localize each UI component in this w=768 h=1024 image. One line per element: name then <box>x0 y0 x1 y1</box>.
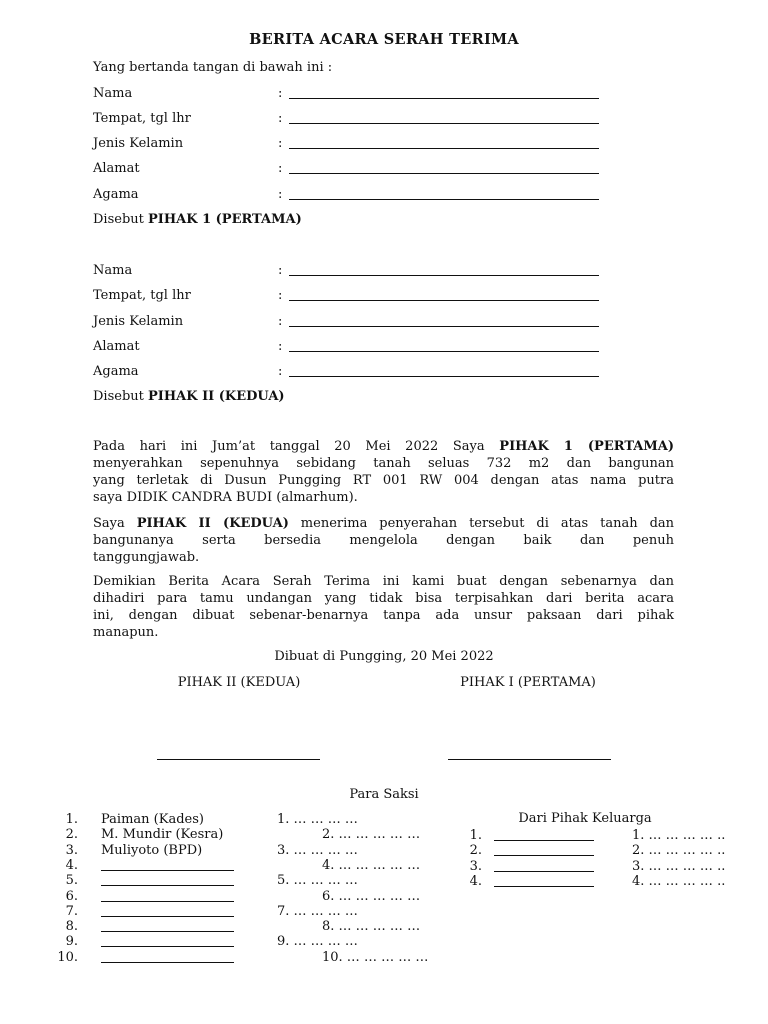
family-title: Dari Pihak Keluarga <box>518 811 652 826</box>
witness-number: 5. <box>65 873 78 888</box>
party2-agama-line[interactable] <box>289 376 599 377</box>
party1-ttl-line[interactable] <box>289 123 599 124</box>
witness-signature[interactable]: 8. … … … … … <box>322 919 421 934</box>
paragraph-line: tanggungjawab. <box>93 550 200 565</box>
witness-signature[interactable]: 6. … … … … … <box>322 889 421 904</box>
witness-name-line[interactable] <box>101 870 234 871</box>
paragraph-line: saya DIDIK CANDRA BUDI (almarhum). <box>93 490 358 505</box>
party1-agama-line[interactable] <box>289 199 599 200</box>
paragraph-line: manapun. <box>93 625 159 640</box>
party2-called-name: PIHAK II (KEDUA) <box>148 389 285 404</box>
witness-name: Muliyoto (BPD) <box>101 843 203 858</box>
paragraph-line: dihadiri para tamu undangan yang tidak bisa terpisahkan dari berita acara <box>93 591 674 606</box>
party1-nama-line[interactable] <box>289 98 599 99</box>
party2-label-ttl: Tempat, tgl lhr <box>93 288 191 303</box>
party1-label-nama: Nama <box>93 86 133 101</box>
party2-label-agama: Agama <box>93 364 139 379</box>
witness-number: 4. <box>65 858 78 873</box>
party2-colon: : <box>278 263 283 278</box>
witness-number: 2. <box>65 827 78 842</box>
paragraph-line: yang terletak di Dusun Pungging RT 001 RW 004 dengan atas nama putra <box>93 473 674 488</box>
intro-text: Yang bertanda tangan di bawah ini : <box>93 60 333 75</box>
party1-colon: : <box>278 136 283 151</box>
witness-name-line[interactable] <box>101 962 234 963</box>
paragraph-line: Demikian Berita Acara Serah Terima ini kami buat dengan sebenarnya dan <box>93 574 674 589</box>
party2-jk-line[interactable] <box>289 326 599 327</box>
family-number: 4. <box>469 874 482 889</box>
party1-label-jk: Jenis Kelamin <box>93 136 184 151</box>
party1-jk-line[interactable] <box>289 148 599 149</box>
witness-name: Paiman (Kades) <box>101 812 204 827</box>
party2-ttl-line[interactable] <box>289 300 599 301</box>
witness-name-line[interactable] <box>101 885 234 886</box>
party2-colon: : <box>278 314 283 329</box>
witness-signature[interactable]: 1. … … … … <box>277 812 358 827</box>
witness-name-line[interactable] <box>101 931 234 932</box>
witness-signature[interactable]: 5. … … … … <box>277 873 358 888</box>
party2-nama-line[interactable] <box>289 275 599 276</box>
witness-name-line[interactable] <box>101 901 234 902</box>
party1-called-prefix: Disebut <box>93 212 144 227</box>
party1-alamat-line[interactable] <box>289 173 599 174</box>
paragraph-line: ini, dengan dibuat sebenar-benarnya tanpa ada unsur paksaan dari pihak <box>93 608 674 623</box>
party2-alamat-line[interactable] <box>289 351 599 352</box>
party2-colon: : <box>278 364 283 379</box>
paragraph-line: bangunanya serta bersedia mengelola dengan baik dan penuh <box>93 533 674 548</box>
paragraph-text: Saya <box>93 516 125 531</box>
witness-number: 9. <box>65 934 78 949</box>
witness-number: 1. <box>65 812 78 827</box>
witness-signature[interactable]: 7. … … … … <box>277 904 358 919</box>
party1-colon: : <box>278 187 283 202</box>
party2-designation <box>93 389 285 404</box>
witness-number: 3. <box>65 843 78 858</box>
signatory-left-label: PIHAK II (KEDUA) <box>177 675 301 690</box>
party1-colon: : <box>278 86 283 101</box>
party1-label-alamat: Alamat <box>93 161 140 176</box>
party1-bold: PIHAK 1 (PERTAMA) <box>499 439 674 454</box>
witness-title: Para Saksi <box>349 787 419 802</box>
party2-label-nama: Nama <box>93 263 133 278</box>
witness-signature[interactable]: 4. … … … … … <box>322 858 421 873</box>
family-signature[interactable]: 3. … … … … .. <box>632 859 726 874</box>
document-title: BERITA ACARA SERAH TERIMA <box>249 31 519 48</box>
witness-signature[interactable]: 3. … … … … <box>277 843 358 858</box>
party1-colon: : <box>278 161 283 176</box>
witness-number: 8. <box>65 919 78 934</box>
paragraph-acceptance <box>93 515 674 566</box>
witness-signature[interactable]: 2. … … … … … <box>322 827 421 842</box>
witness-signature[interactable]: 10. … … … … … <box>322 950 429 965</box>
family-name-line[interactable] <box>494 855 594 856</box>
party2-colon: : <box>278 339 283 354</box>
paragraph-text: Pada hari ini Jum’at tanggal 20 Mei 2022 Saya <box>93 439 485 454</box>
family-number: 2. <box>469 843 482 858</box>
party2-label-alamat: Alamat <box>93 339 140 354</box>
witness-number: 10. <box>57 950 78 965</box>
witness-name: M. Mundir (Kesra) <box>101 827 224 842</box>
paragraph-closing <box>93 573 674 641</box>
paragraph-line <box>93 515 674 532</box>
place-date: Dibuat di Pungging, 20 Mei 2022 <box>274 649 494 664</box>
paragraph-line: menyerahkan sepenuhnya sebidang tanah seluas 732 m2 dan bangunan <box>93 456 674 471</box>
party1-label-ttl: Tempat, tgl lhr <box>93 111 191 126</box>
family-name-line[interactable] <box>494 886 594 887</box>
witness-number: 6. <box>65 889 78 904</box>
family-signature[interactable]: 4. … … … … .. <box>632 874 726 889</box>
witness-signature[interactable]: 9. … … … … <box>277 934 358 949</box>
signature-line-right[interactable] <box>448 759 611 760</box>
family-signature[interactable]: 1. … … … … .. <box>632 828 726 843</box>
witness-name-line[interactable] <box>101 946 234 947</box>
family-name-line[interactable] <box>494 871 594 872</box>
family-name-line[interactable] <box>494 840 594 841</box>
paragraph-line <box>93 438 674 455</box>
paragraph-handover <box>93 438 674 506</box>
family-number: 3. <box>469 859 482 874</box>
signatory-right-label: PIHAK I (PERTAMA) <box>460 675 596 690</box>
party1-label-agama: Agama <box>93 187 139 202</box>
party2-called-prefix: Disebut <box>93 389 144 404</box>
party1-designation <box>93 212 302 227</box>
party2-bold: PIHAK II (KEDUA) <box>136 516 289 531</box>
party2-label-jk: Jenis Kelamin <box>93 314 184 329</box>
party2-colon: : <box>278 288 283 303</box>
paragraph-text: menerima penyerahan tersebut di atas tanah dan <box>300 516 675 531</box>
family-signature[interactable]: 2. … … … … .. <box>632 843 726 858</box>
witness-name-line[interactable] <box>101 916 234 917</box>
witness-number: 7. <box>65 904 78 919</box>
party1-colon: : <box>278 111 283 126</box>
party1-called-name: PIHAK 1 (PERTAMA) <box>148 212 302 227</box>
family-number: 1. <box>469 828 482 843</box>
signature-line-left[interactable] <box>157 759 320 760</box>
